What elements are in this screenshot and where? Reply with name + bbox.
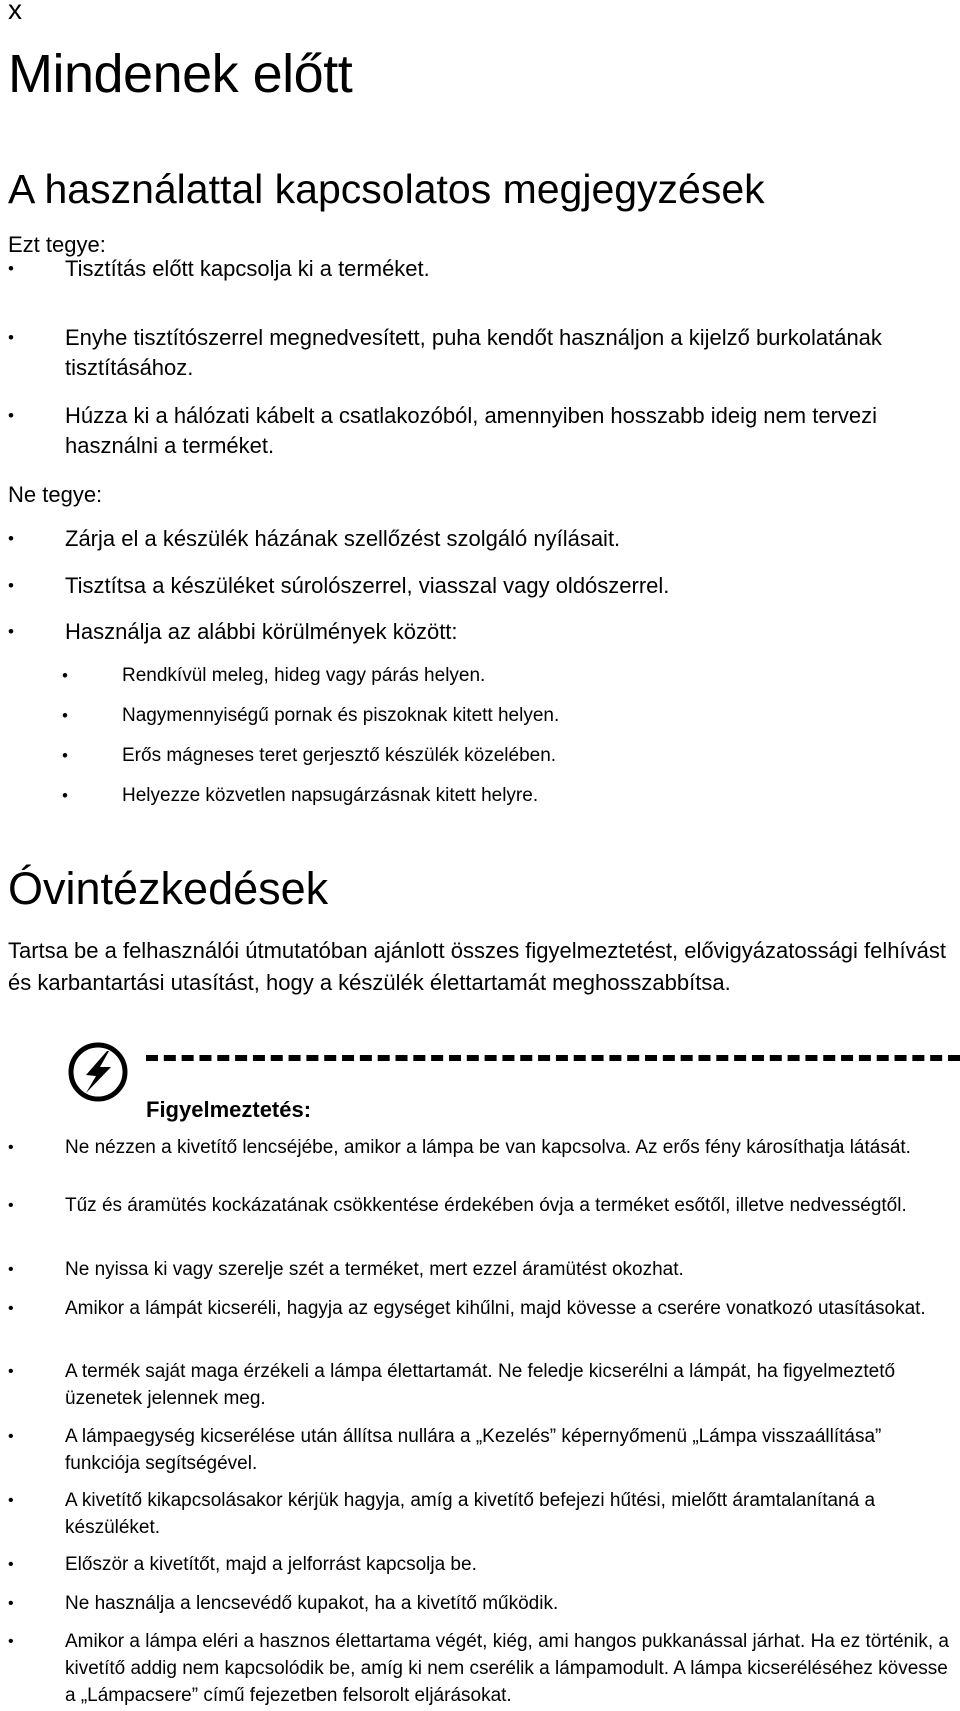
bullet-icon: • <box>8 1261 14 1278</box>
bullet-icon: • <box>8 576 14 595</box>
bullet-icon: • <box>8 1139 14 1156</box>
bullet-icon: • <box>8 1492 14 1509</box>
bullet-icon: • <box>8 1363 14 1380</box>
bullet-icon: • <box>8 1556 14 1573</box>
bullet-icon: • <box>8 1595 14 1612</box>
bullet-icon: • <box>8 1197 14 1214</box>
bullet-icon: • <box>62 746 68 765</box>
bullet-icon: • <box>8 1428 14 1445</box>
bullet-icon: • <box>8 1300 14 1317</box>
lightning-bolt-icon <box>66 1040 130 1104</box>
usage-notes-heading: A használattal kapcsolatos megjegyzések <box>8 166 765 212</box>
precautions-intro: Tartsa be a felhasználói útmutatóban ajánlott összes figyelmeztetést, elővigyázatossági felhívást és karbantartási utasítást, hogy a készülék élettartamát meghosszabbítsa. <box>8 938 946 995</box>
page-marker: x <box>8 0 22 25</box>
bullet-icon: • <box>8 328 14 347</box>
do-label: Ezt tegye: <box>8 232 106 257</box>
bullet-icon: • <box>62 706 68 725</box>
warning-title: Figyelmeztetés: <box>146 1097 312 1122</box>
bullet-icon: • <box>8 259 14 278</box>
bullet-icon: • <box>8 406 14 425</box>
bullet-icon: • <box>62 786 68 805</box>
precautions-heading: Óvintézkedések <box>8 863 329 914</box>
bullet-icon: • <box>8 1633 14 1650</box>
bullet-icon: • <box>8 622 14 641</box>
bullet-icon: • <box>62 666 68 685</box>
bullet-icon: • <box>8 529 14 548</box>
warning-divider <box>146 1055 960 1061</box>
dont-label: Ne tegye: <box>8 482 103 507</box>
page-title: Mindenek előtt <box>8 44 353 104</box>
